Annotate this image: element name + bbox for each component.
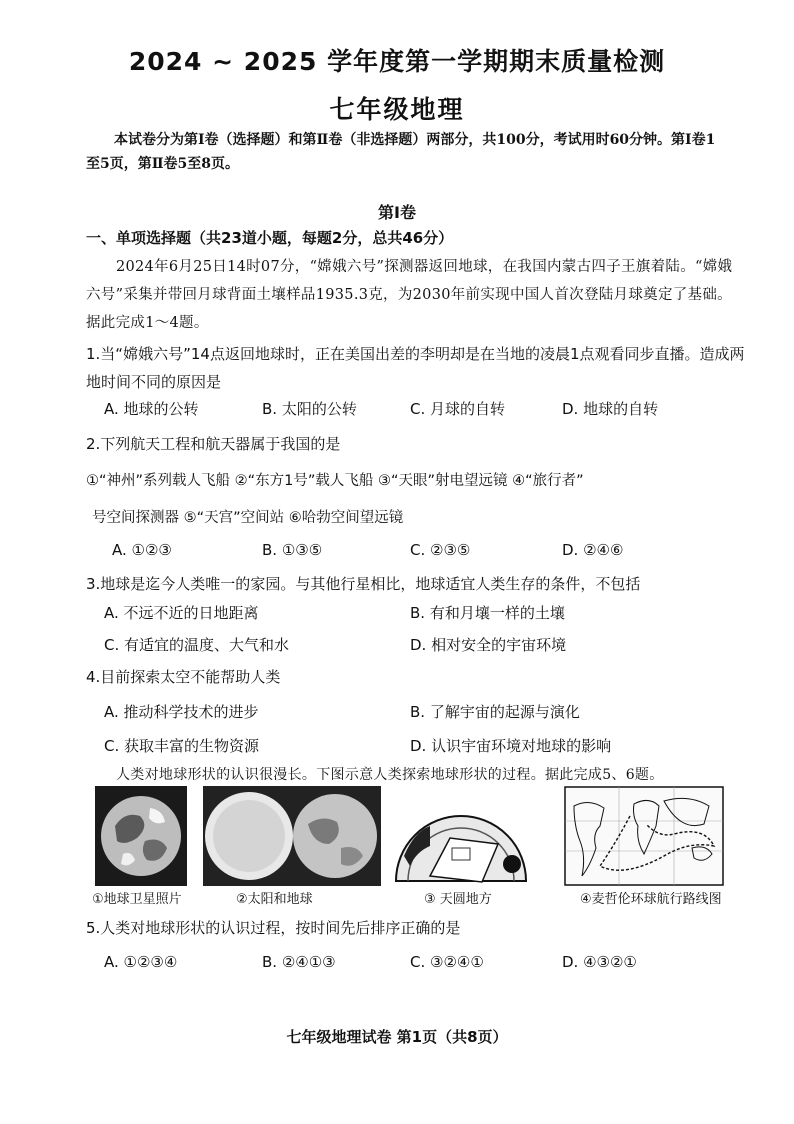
question-1-option-a: A. 地球的公转 (104, 400, 199, 418)
question-4-option-d: D. 认识宇宙环境对地球的影响 (410, 737, 612, 755)
question-4-option-a: A. 推动科学技术的进步 (104, 703, 259, 721)
question-2-option-d: D. ②④⑥ (562, 541, 624, 559)
question-2-option-c: C. ②③⑤ (410, 541, 471, 559)
question-5-stem: 5.人类对地球形状的认识过程，按时间先后排序正确的是 (86, 919, 461, 937)
question-2-option-b: B. ①③⑤ (262, 541, 323, 559)
section-title: 一、单项选择题（共23道小题，每题2分，总共46分） (86, 229, 454, 247)
question-3-option-c: C. 有适宜的温度、大气和水 (104, 636, 290, 654)
exam-intro: 本试卷分为第Ⅰ卷（选择题）和第Ⅱ卷（非选择题）两部分，共100分，考试用时60分钟。第Ⅰ卷1至5页，第Ⅱ卷5至8页。 (86, 132, 716, 172)
question-5-option-b: B. ②④①③ (262, 953, 336, 971)
figure-3-caption: ③ 天圆地方 (424, 892, 492, 907)
question-5-option-c: C. ③②④① (410, 953, 484, 971)
sun-and-earth-icon (203, 786, 381, 886)
earth-satellite-photo-icon (95, 786, 187, 886)
question-5-option-a: A. ①②③④ (104, 953, 178, 971)
question-1-option-d: D. 地球的自转 (562, 400, 659, 418)
passage-2: 人类对地球形状的认识很漫长。下图示意人类探索地球形状的过程。据此完成5、6题。 (116, 767, 664, 783)
question-1-option-b: B. 太阳的公转 (262, 400, 357, 418)
question-1-stem: 1.当“嫦娥六号”14点返回地球时，正在美国出差的李明却是在当地的凌晨1点观看同步直播。造成两地时间不同的原因是 (86, 345, 745, 391)
round-sky-square-earth-icon (390, 786, 532, 886)
page-footer: 七年级地理试卷 第1页（共8页） (286, 1028, 508, 1046)
exam-subtitle: 七年级地理 (329, 95, 465, 124)
question-2-option-a: A. ①②③ (112, 541, 172, 559)
figure-2-caption: ②太阳和地球 (236, 892, 313, 907)
question-3-stem: 3.地球是迄今人类唯一的家园。与其他行星相比，地球适宜人类生存的条件，不包括 (86, 575, 641, 593)
question-4-option-c: C. 获取丰富的生物资源 (104, 737, 260, 755)
question-2-items-line-2: 号空间探测器 ⑤“天宫”空间站 ⑥哈勃空间望远镜 (92, 510, 404, 526)
exam-title: 2024 ~ 2025 学年度第一学期期末质量检测 (128, 47, 666, 76)
question-3-option-b: B. 有和月壤一样的土壤 (410, 604, 565, 622)
question-4-option-b: B. 了解宇宙的起源与演化 (410, 703, 580, 721)
figure-1-caption: ①地球卫星照片 (92, 892, 182, 907)
question-4-stem: 4.目前探索太空不能帮助人类 (86, 668, 281, 686)
figure-4-caption: ④麦哲伦环球航行路线图 (580, 892, 722, 907)
question-1-option-c: C. 月球的自转 (410, 400, 506, 418)
passage-1: 2024年6月25日14时07分，“嫦娥六号”探测器返回地球，在我国内蒙古四子王旗着陆。“嫦娥六号”采集并带回月球背面土壤样品1935.3克，为2030年前实现中国人首次登陆月球奠定了基础。据此完成1～4题。 (86, 259, 733, 331)
question-2-stem: 2.下列航天工程和航天器属于我国的是 (86, 435, 341, 453)
question-3-option-d: D. 相对安全的宇宙环境 (410, 636, 567, 654)
magellan-route-map-icon (564, 786, 724, 886)
question-3-option-a: A. 不远不近的日地距离 (104, 604, 259, 622)
question-5-option-d: D. ④③②① (562, 953, 637, 971)
question-2-items-line-1: ①“神州”系列载人飞船 ②“东方1号”载人飞船 ③“天眼”射电望远镜 ④“旅行者” (86, 473, 584, 489)
part-title: 第Ⅰ卷 (378, 203, 416, 222)
